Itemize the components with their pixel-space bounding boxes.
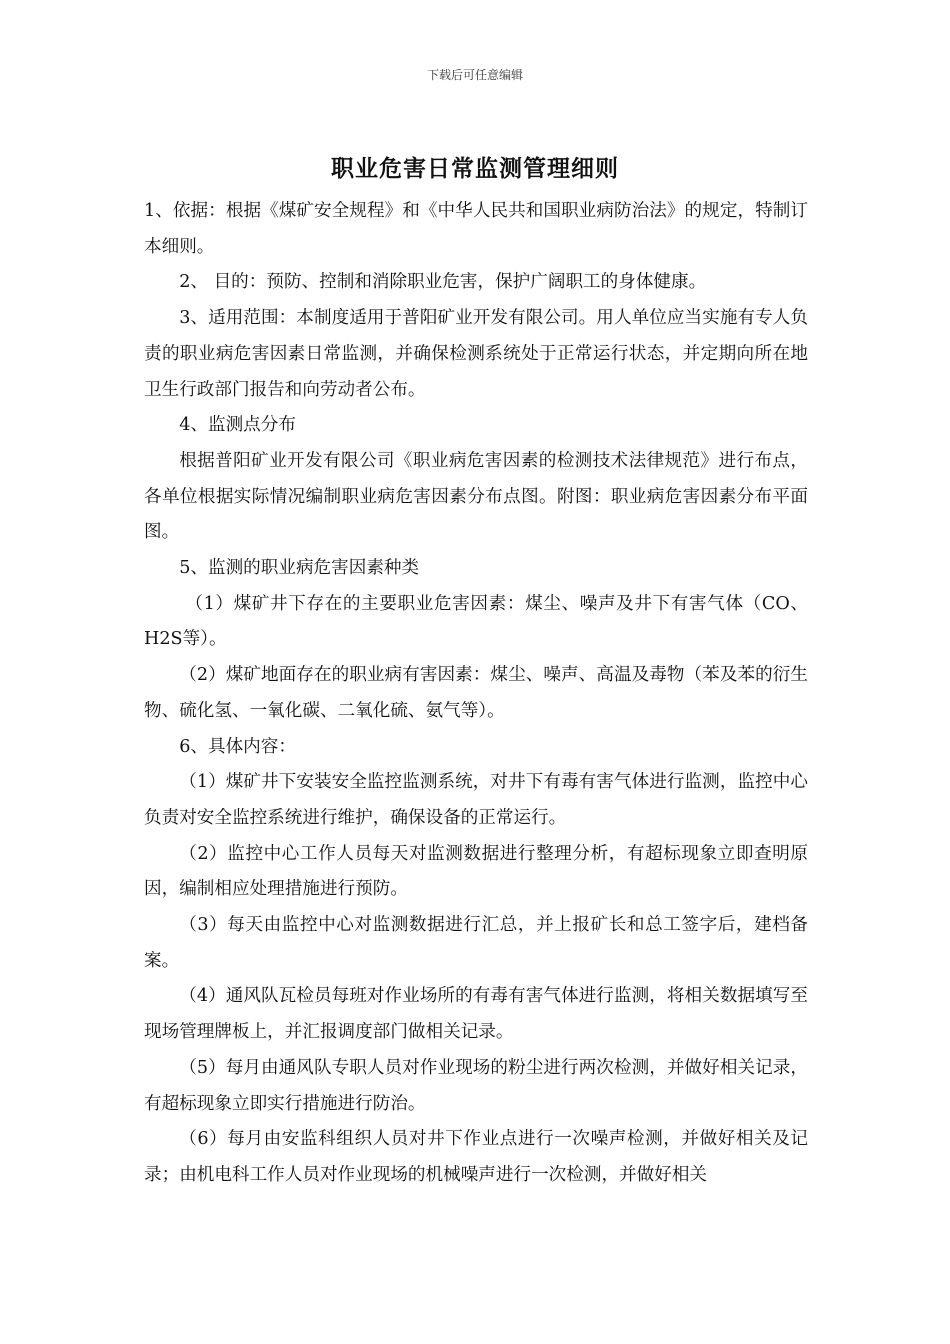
paragraph-content-5: （5）每月由通风队专职人员对作业现场的粉尘进行两次检测，并做好相关记录，有超标现象立即实行措施进行防治。: [144, 1057, 808, 1114]
paragraph-hazard-underground: （1）煤矿井下存在的主要职业危害因素：煤尘、噪声及井下有害气体（CO、H2S等）。: [144, 593, 808, 650]
paragraph-purpose: 2、 目的：预防、控制和消除职业危害，保护广阔职工的身体健康。: [179, 272, 707, 293]
paragraph-hazard-surface: （2）煤矿地面存在的职业病有害因素：煤尘、噪声、高温及毒物（苯及苯的衍生物、硫化氢、一氧化碳、二氧化硫、氨气等）。: [144, 665, 808, 721]
document-body: [144, 194, 808, 1194]
paragraph-content-2: （2）监控中心工作人员每天对监测数据进行整理分析，有超标现象立即查明原因，编制相应处理措施进行预防。: [144, 843, 808, 900]
paragraph-content-6: （6）每月由安监科组织人员对井下作业点进行一次噪声检测，并做好相关及记录；由机电科工作人员对作业现场的机械噪声进行一次检测，并做好相关: [144, 1129, 808, 1185]
document-title: 职业危害日常监测管理细则: [331, 155, 619, 182]
paragraph-monitoring-points-heading: 4、监测点分布: [179, 415, 296, 436]
paragraph-scope: 3、适用范围：本制度适用于普阳矿业开发有限公司。用人单位应当实施有专人负责的职业病危害因素日常监测，并确保检测系统处于正常运行状态，并定期向所在地卫生行政部门报告和向劳动者公布。: [144, 308, 808, 400]
header-note: 下载后可任意编辑: [426, 68, 523, 82]
paragraph-content-heading: 6、具体内容：: [179, 736, 296, 757]
paragraph-content-3: （3）每天由监控中心对监测数据进行汇总，并上报矿长和总工签字后，建档备案。: [144, 915, 808, 971]
paragraph-content-4: （4）通风队瓦检员每班对作业场所的有毒有害气体进行监测，将相关数据填写至现场管理牌板上，并汇报调度部门做相关记录。: [144, 986, 808, 1043]
paragraph-hazard-types-heading: 5、监测的职业病危害因素种类: [179, 558, 420, 579]
paragraph-content-1: （1）煤矿井下安装安全监控监测系统，对井下有毒有害气体进行监测，监控中心负责对安全监控系统进行维护，确保设备的正常运行。: [144, 772, 808, 828]
paragraph-monitoring-points: 根据普阳矿业开发有限公司《职业病危害因素的检测技术法律规范》进行布点，各单位根据实际情况编制职业病危害因素分布点图。附图：职业病危害因素分布平面图。: [144, 450, 808, 543]
paragraph-basis: 1、依据：根据《煤矿安全规程》和《中华人民共和国职业病防治法》的规定，特制订本细则。: [144, 201, 808, 257]
